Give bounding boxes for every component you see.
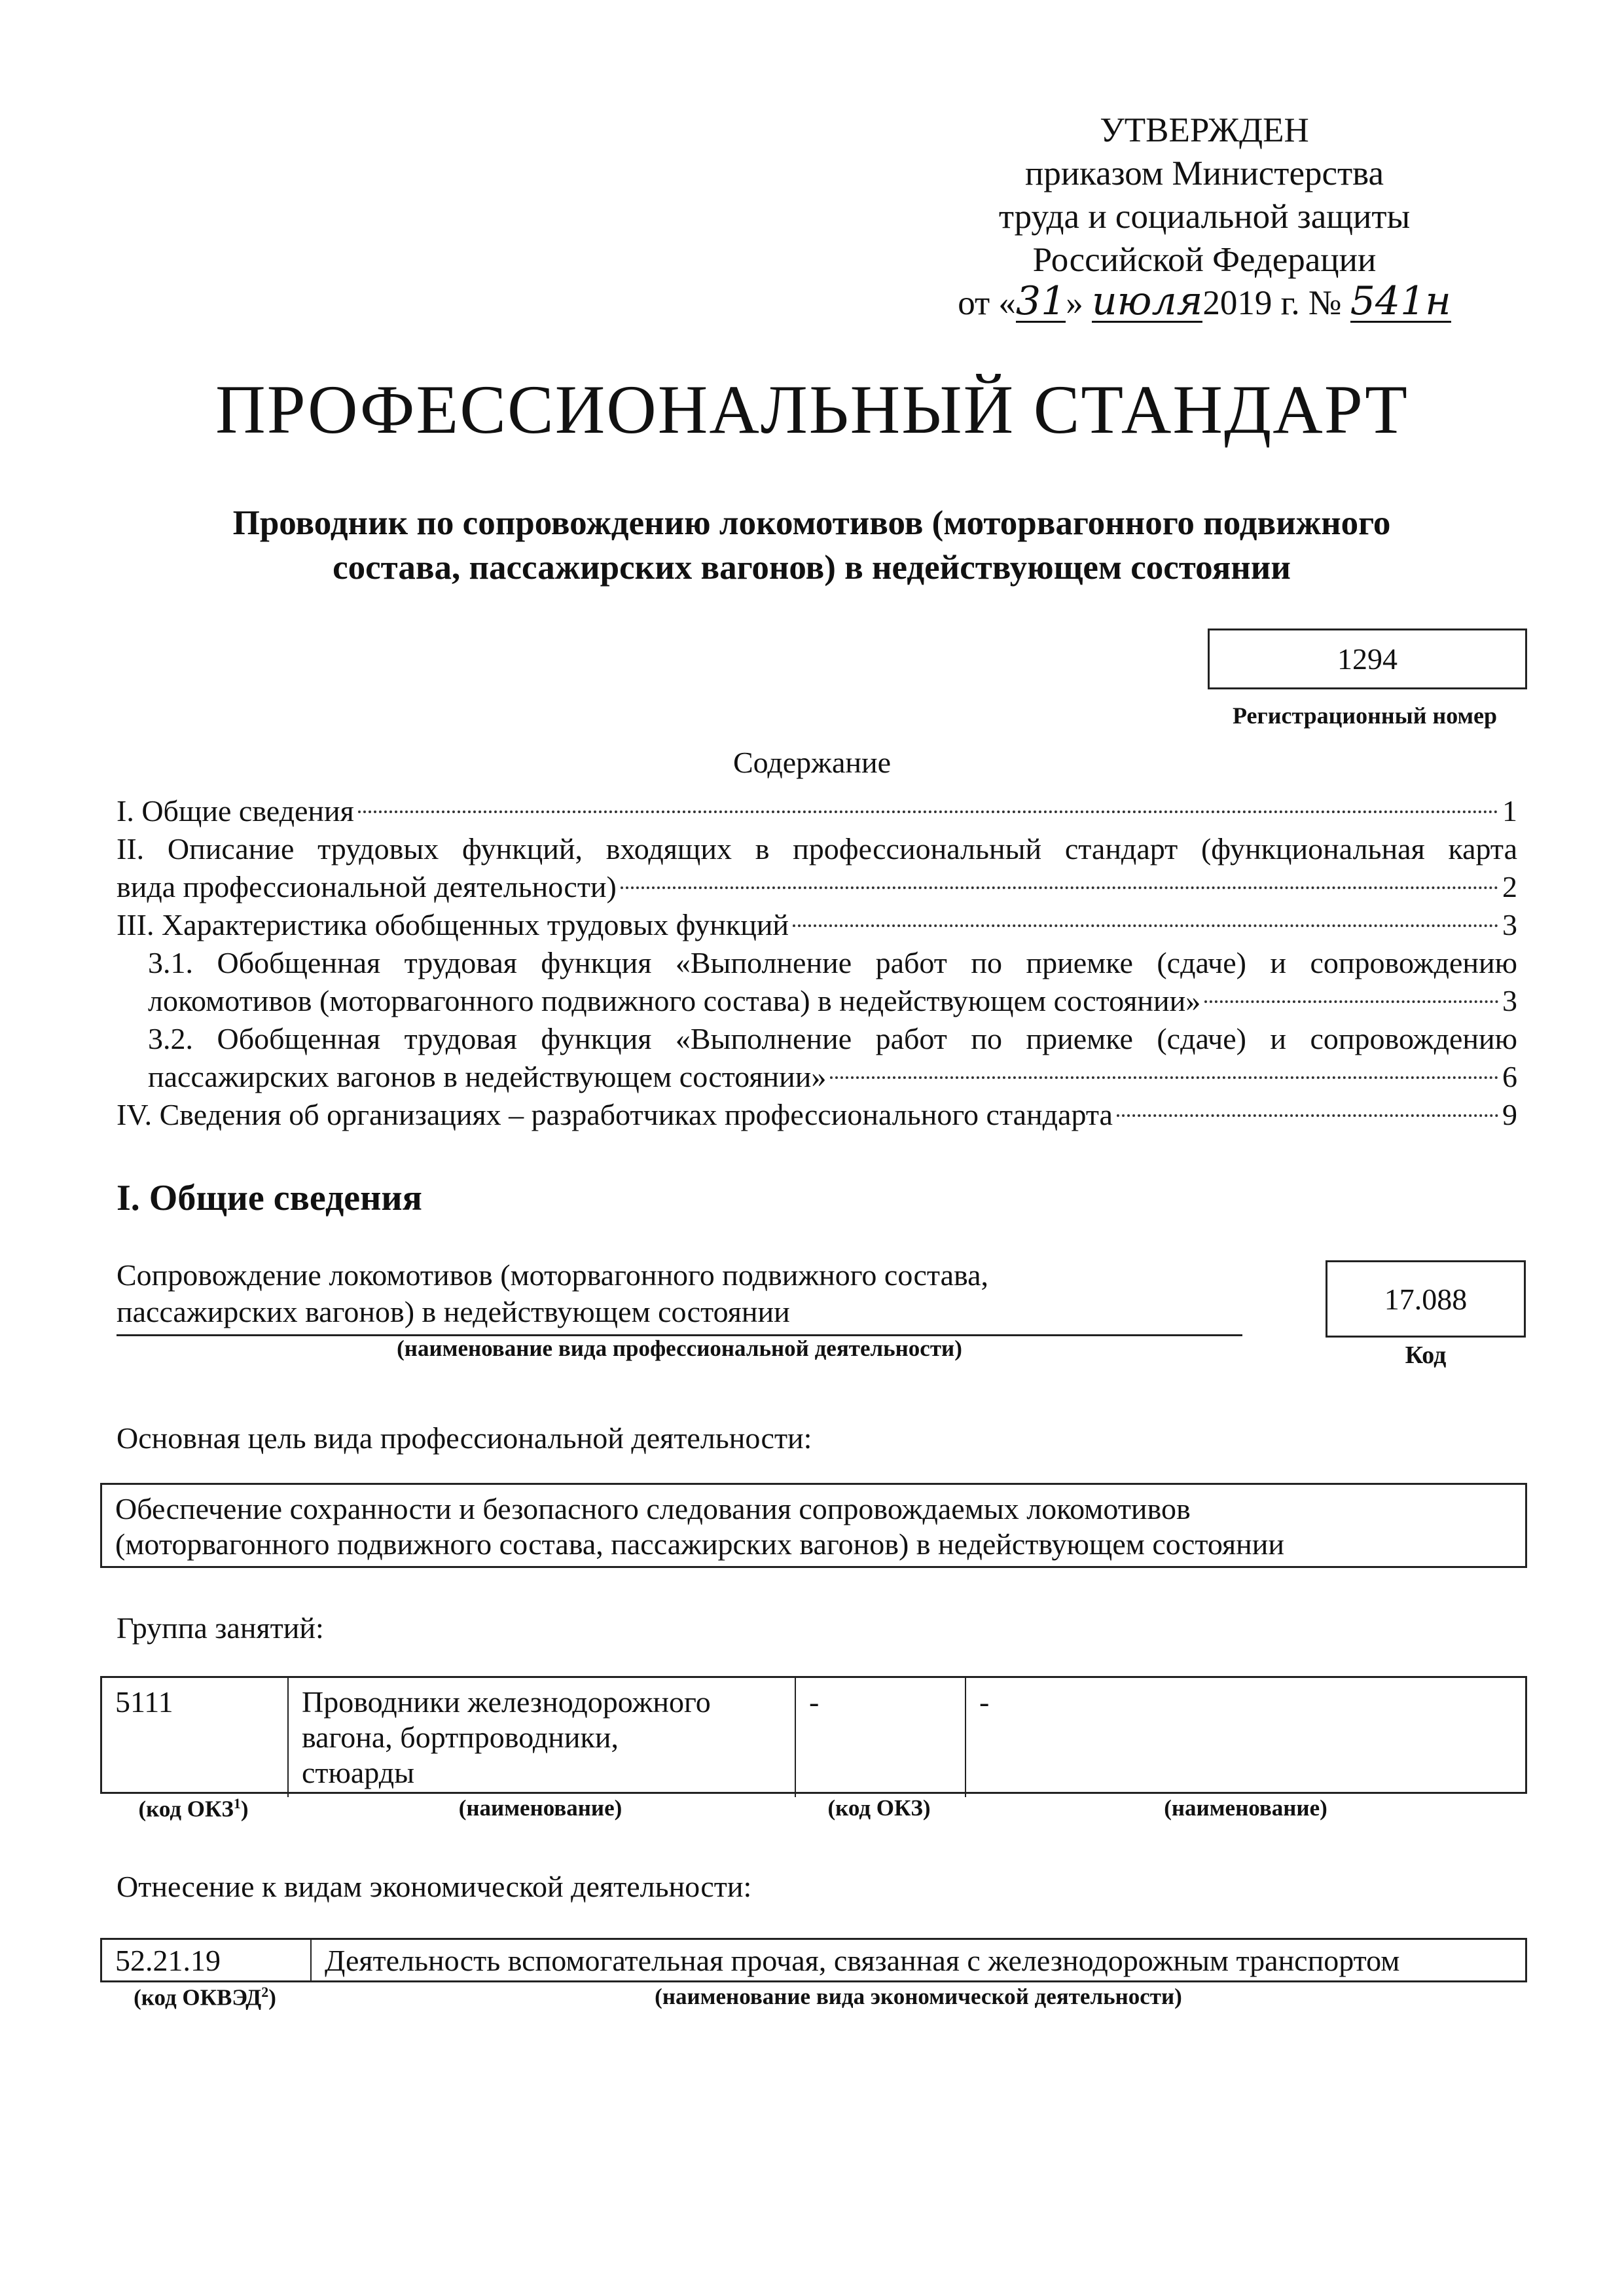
okz-code-caption: (код ОКЗ$^1$) xyxy=(138,1795,249,1822)
economic-activity-table xyxy=(100,1938,1527,1982)
okved-code-caption: (код ОКВЭД$^2$) xyxy=(134,1984,276,2011)
toc-leader xyxy=(793,924,1498,927)
table-of-contents xyxy=(117,792,1517,1134)
document-subtitle xyxy=(131,501,1492,590)
date-prefix: от « xyxy=(958,284,1016,322)
toc-item[interactable]: I. Общие сведения 1 xyxy=(117,792,1517,830)
toc-leader xyxy=(1117,1114,1498,1117)
toc-leader xyxy=(621,886,1498,889)
toc-leader xyxy=(830,1076,1498,1079)
toc-page: 3 xyxy=(1502,908,1517,941)
activity-caption: (наименование вида профессиональной деятельности) xyxy=(397,1336,962,1361)
code-caption: Код xyxy=(1405,1341,1447,1369)
okved-name-cell: Деятельность вспомогательная прочая, связанная с железнодорожным транспортом xyxy=(325,1944,1400,1977)
okz-name-caption: (наименование) xyxy=(458,1795,623,1821)
goal-label: Основная цель вида профессиональной деятельности: xyxy=(117,1421,812,1455)
approval-line2: приказом Министерства xyxy=(1024,155,1384,192)
document-title: ПРОФЕССИОНАЛЬНЫЙ СТАНДАРТ xyxy=(215,371,1409,448)
activity-name: Сопровождение локомотивов (моторвагонного подвижного состава, пассажирских вагонов) в недействующем состоянии xyxy=(117,1257,1242,1336)
toc-page: 3 xyxy=(1502,984,1517,1017)
subtitle-line1: Проводник по сопровождению локомотивов (моторвагонного подвижного xyxy=(232,504,1391,542)
okved-name-caption: (наименование вида экономической деятельности) xyxy=(655,1984,1182,2009)
toc-item-line[interactable]: 3.1. Обобщенная трудовая функция «Выполнение работ по приемке (сдаче) и сопровождению xyxy=(148,946,1517,979)
approval-line4: Российской Федерации xyxy=(1032,241,1377,279)
okz-code-caption-2: (код ОКЗ) xyxy=(827,1795,931,1821)
year-text: 2019 г. № xyxy=(1202,284,1342,322)
handwritten-day: 31 xyxy=(1015,278,1066,324)
okved-code-cell: 52.21.19 xyxy=(102,1940,312,1982)
okz-code-cell-2: - xyxy=(796,1678,966,1797)
approval-date-line xyxy=(929,278,1479,325)
toc-leader xyxy=(1204,1000,1498,1003)
occupation-table xyxy=(100,1676,1527,1794)
toc-title: Содержание xyxy=(732,746,892,779)
okz-name-caption-2: (наименование) xyxy=(1164,1795,1327,1821)
okz-name-cell: Проводники железнодорожного вагона, бортпроводники, стюарды xyxy=(289,1678,796,1797)
toc-page: 6 xyxy=(1502,1060,1517,1093)
okz-code-cell: 5111 xyxy=(102,1678,289,1797)
toc-item[interactable]: пассажирских вагонов в недействующем состоянии» 6 xyxy=(117,1058,1517,1096)
registration-number: 1294 xyxy=(1337,642,1398,676)
activity-code: 17.088 xyxy=(1384,1282,1468,1316)
approval-line3: труда и социальной защиты xyxy=(998,198,1411,236)
toc-item[interactable]: III. Характеристика обобщенных трудовых функций 3 xyxy=(117,906,1517,944)
month-prefix: » xyxy=(1066,284,1083,322)
toc-page: 2 xyxy=(1502,870,1517,903)
toc-item-line[interactable]: 3.2. Обобщенная трудовая функция «Выполнение работ по приемке (сдаче) и сопровождению xyxy=(148,1022,1517,1055)
toc-page: 1 xyxy=(1502,794,1517,828)
handwritten-order-number: 541н xyxy=(1350,278,1451,324)
toc-item[interactable]: IV. Сведения об организациях – разработчиках профессионального стандарта 9 xyxy=(117,1096,1517,1134)
toc-page: 9 xyxy=(1502,1098,1517,1131)
toc-item-line[interactable]: II. Описание трудовых функций, входящих в профессиональный стандарт (функциональная карта xyxy=(117,832,1517,866)
approval-line1: УТВЕРЖДЕН xyxy=(1100,111,1309,149)
toc-item[interactable]: вида профессиональной деятельности) 2 xyxy=(117,868,1517,906)
handwritten-month: июля xyxy=(1092,278,1203,324)
goal-box: Обеспечение сохранности и безопасного следования сопровождаемых локомотивов (моторвагонного подвижного состава, пассажирских вагонов) в недействующем состоянии xyxy=(100,1483,1527,1568)
occupation-group-label: Группа занятий: xyxy=(117,1611,324,1645)
okz-name-cell-2: - xyxy=(979,1685,990,1719)
toc-leader xyxy=(358,811,1498,813)
section-title: I. Общие сведения xyxy=(117,1178,422,1218)
registration-number-box xyxy=(1208,629,1527,689)
registration-label: Регистрационный номер xyxy=(1232,702,1498,729)
approval-block xyxy=(929,109,1479,325)
toc-item[interactable]: локомотивов (моторвагонного подвижного состава) в недействующем состоянии» 3 xyxy=(117,982,1517,1020)
economic-activity-label: Отнесение к видам экономической деятельности: xyxy=(117,1870,752,1903)
activity-code-box xyxy=(1326,1260,1526,1338)
subtitle-line2: состава, пассажирских вагонов) в недействующем состоянии xyxy=(333,549,1291,587)
